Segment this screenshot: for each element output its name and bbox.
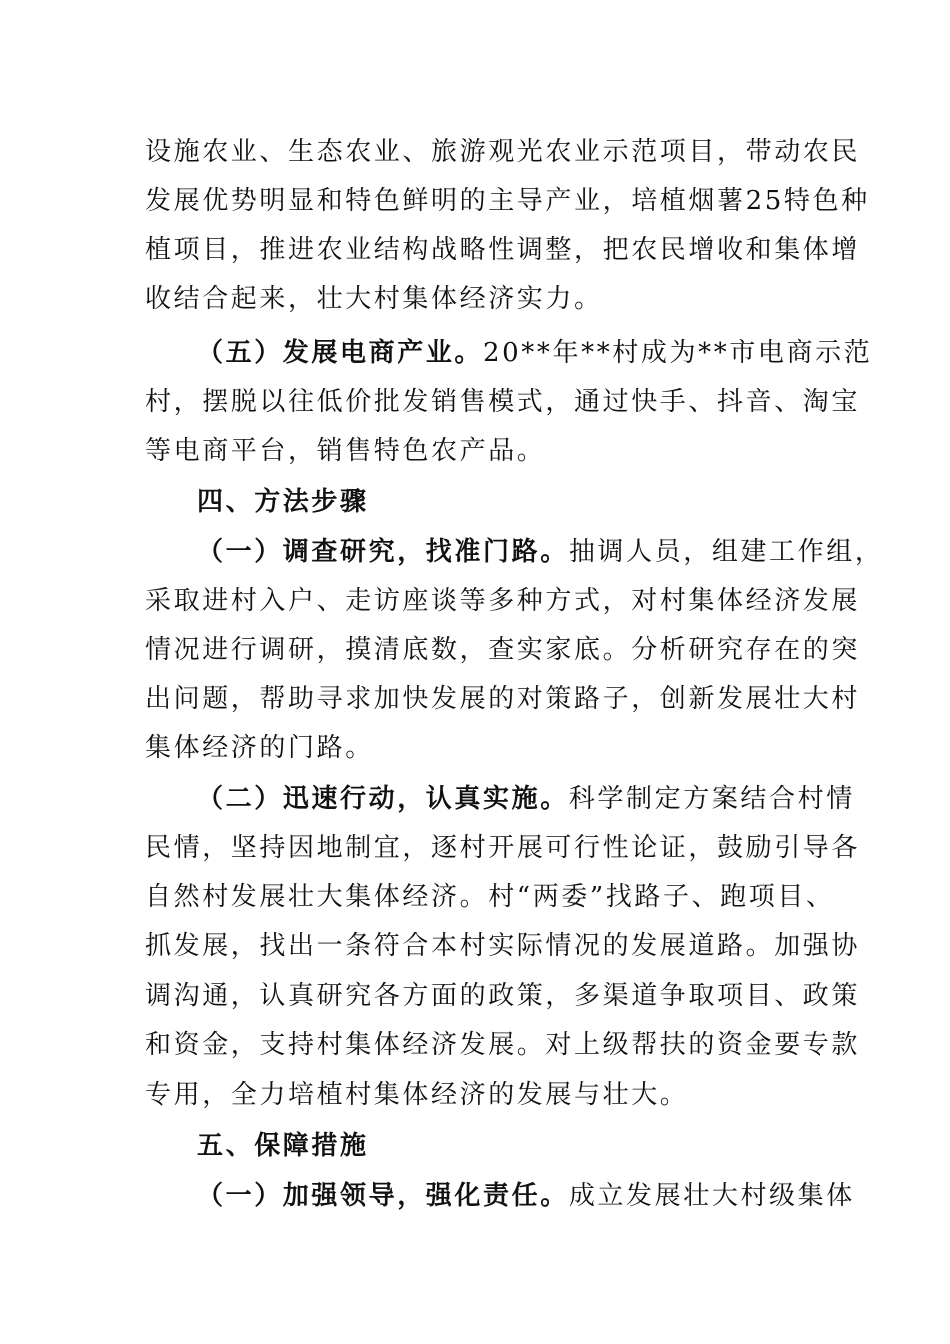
section-lead-text: （一）加强领导，强化责任。 xyxy=(197,1181,569,1211)
body-text-span: 20**年**村成为**市电商示范 xyxy=(483,338,873,368)
section-lead-text: （二）迅速行动，认真实施。 xyxy=(197,784,569,814)
section-lead-text: （五）发展电商产业。 xyxy=(197,338,484,368)
body-text-line: 收结合起来，壮大村集体经济实力。 xyxy=(145,284,603,314)
body-text-line: 发展优势明显和特色鲜明的主导产业，培植烟薯25特色种 xyxy=(145,186,870,216)
body-text-line: 民情，坚持因地制宜，逐村开展可行性论证，鼓励引导各 xyxy=(145,833,861,863)
body-text-line: 植项目，推进农业结构战略性调整，把农民增收和集体增 xyxy=(145,235,861,265)
body-text-line: 抓发展，找出一条符合本村实际情况的发展道路。加强协 xyxy=(145,931,861,961)
body-text-line: 情况进行调研，摸清底数，查实家底。分析研究存在的突 xyxy=(145,635,861,665)
body-text-line: 调沟通，认真研究各方面的政策，多渠道争取项目、政策 xyxy=(145,981,861,1011)
section-paragraph-first-line xyxy=(197,333,873,373)
body-text-line: 出问题，帮助寻求加快发展的对策路子，创新发展壮大村 xyxy=(145,684,861,714)
body-text-line: 专用，全力培植村集体经济的发展与壮大。 xyxy=(145,1080,689,1110)
body-text-line: 等电商平台，销售特色农产品。 xyxy=(145,436,546,466)
section-heading: 四、方法步骤 xyxy=(197,487,369,517)
body-text-line: 自然村发展壮大集体经济。村“两委”找路子、跑项目、 xyxy=(145,882,835,912)
section-paragraph-first-line xyxy=(197,779,867,819)
section-lead-text: （一）调查研究，找准门路。 xyxy=(197,537,569,567)
body-text-line: 村，摆脱以往低价批发销售模式，通过快手、抖音、淘宝 xyxy=(145,387,861,417)
body-text-span: 抽调人员，组建工作组， xyxy=(568,537,884,567)
body-text-line: 采取进村入户、走访座谈等多种方式，对村集体经济发展 xyxy=(145,586,861,616)
section-paragraph-first-line xyxy=(197,532,884,572)
section-paragraph-first-line xyxy=(197,1176,867,1216)
body-text-line: 集体经济的门路。 xyxy=(145,733,374,763)
body-text-span: 成立发展壮大村级集体 xyxy=(568,1181,855,1211)
body-text-span: 科学制定方案结合村情 xyxy=(568,784,855,814)
body-text-line: 和资金，支持村集体经济发展。对上级帮扶的资金要专款 xyxy=(145,1030,861,1060)
section-heading: 五、保障措施 xyxy=(197,1131,369,1161)
body-text-line: 设施农业、生态农业、旅游观光农业示范项目，带动农民 xyxy=(145,137,861,167)
